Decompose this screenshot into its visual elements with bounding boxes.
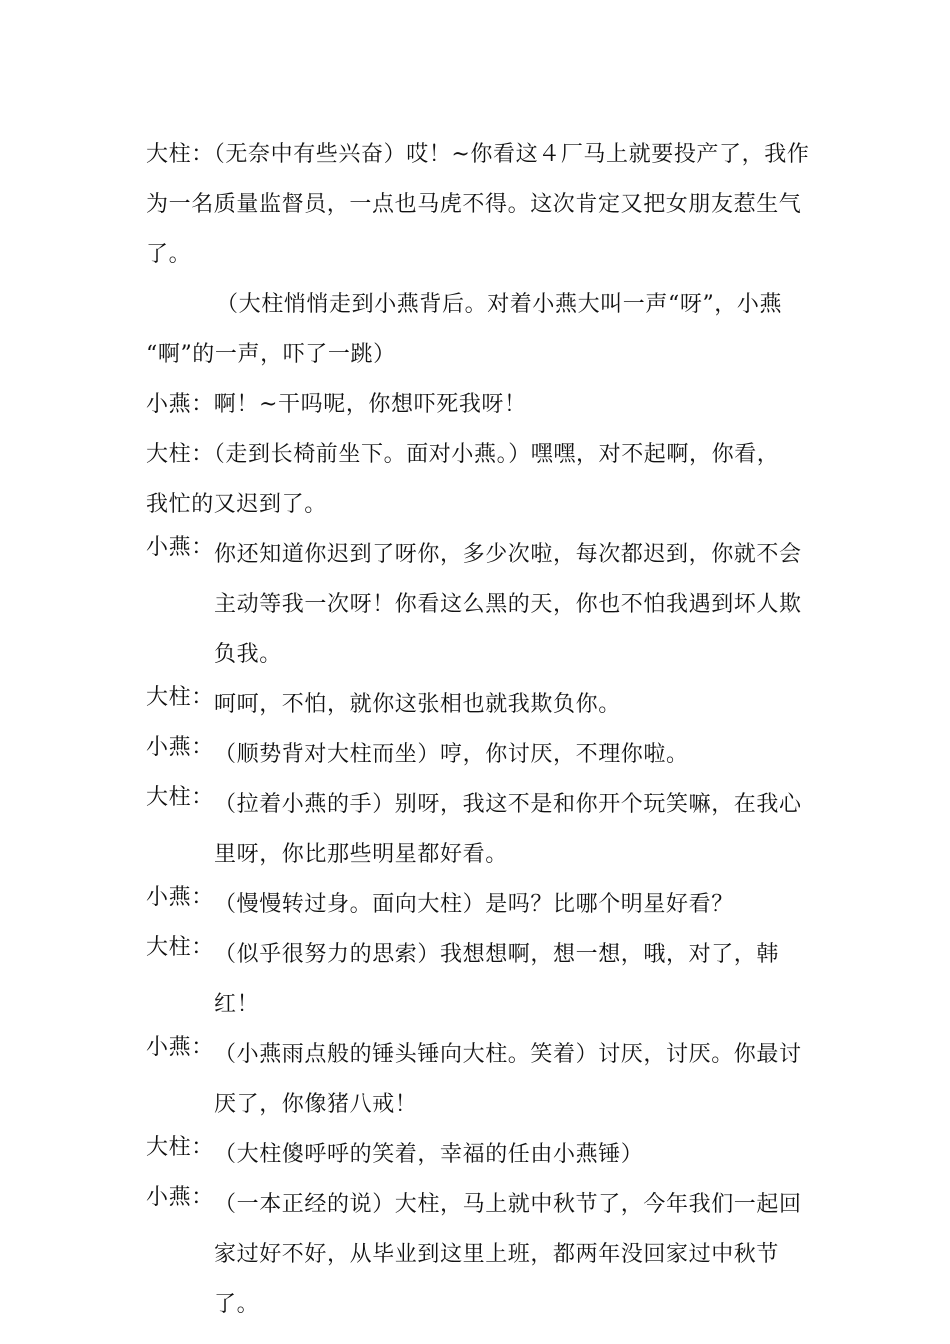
dialog-text: （小燕雨点般的锤头锤向大柱。笑着）讨厌，讨厌。你最讨厌了，你像猪八戒！ [214,1042,802,1117]
dialog-text: （慢慢转过身。面向大柱）是吗？比哪个明星好看？ [214,892,734,917]
dialog-line [146,780,808,880]
dialog-text: （似乎很努力的思索）我想想啊，想一想，哦，对了，韩红！ [214,942,780,1017]
dialog-line [146,730,808,780]
dialog-line [146,1130,808,1180]
dialog-line [146,530,808,680]
speaker-label: 小燕： [146,1035,214,1060]
dialog-text: （大柱傻呼呼的笑着，幸福的任由小燕锤） [214,1142,644,1167]
speaker-label: 大柱： [146,785,214,810]
dialog-text: （拉着小燕的手）别呀，我这不是和你开个玩笑嘛，在我心里呀，你比那些明星都好看。 [214,792,802,867]
script-line: 为一名质量监督员，一点也马虎不得。这次肯定又把女朋友惹生气 [146,192,802,217]
speaker-label: 小燕： [146,535,214,560]
dialog-text: 呵呵，不怕，就你这张相也就我欺负你。 [214,692,621,717]
speaker-label: 小燕： [146,1185,214,1210]
script-line: 我忙的又迟到了。 [146,492,327,517]
script-line: 小燕：啊！~干吗呢，你想吓死我呀！ [146,392,527,417]
dialog-line [146,1180,808,1330]
dialog-line [146,680,808,730]
script-line: 大柱：（无奈中有些兴奋）哎！~你看这４厂马上就要投产了，我作 [146,142,810,167]
speaker-label: 大柱： [146,685,214,710]
stage-direction: （大柱悄悄走到小燕背后。对着小燕大叫一声“呀”，小燕 [216,292,783,317]
dialog-text: （顺势背对大柱而坐）哼，你讨厌，不理你啦。 [214,742,689,767]
dialog-line [146,1030,808,1130]
dialog-line [146,930,808,1030]
speaker-label: 小燕： [146,735,214,760]
speaker-label: 小燕： [146,885,214,910]
speaker-label: 大柱： [146,935,214,960]
script-line: 了。 [146,242,192,267]
speaker-label: 大柱： [146,1135,214,1160]
dialog-line [146,880,808,930]
script-body [146,130,808,1330]
dialog-text: 你还知道你迟到了呀你，多少次啦，每次都迟到，你就不会主动等我一次呀！你看这么黑的天，你也不怕我遇到坏人欺负我。 [214,542,802,667]
dialog-text: （一本正经的说）大柱，马上就中秋节了，今年我们一起回家过好不好，从毕业到这里上班，都两年没回家过中秋节了。 [214,1192,802,1317]
script-line: 大柱：（走到长椅前坐下。面对小燕。）嘿嘿，对不起啊，你看， [146,442,780,467]
stage-direction-cont: “啊”的一声，吓了一跳） [146,342,396,367]
